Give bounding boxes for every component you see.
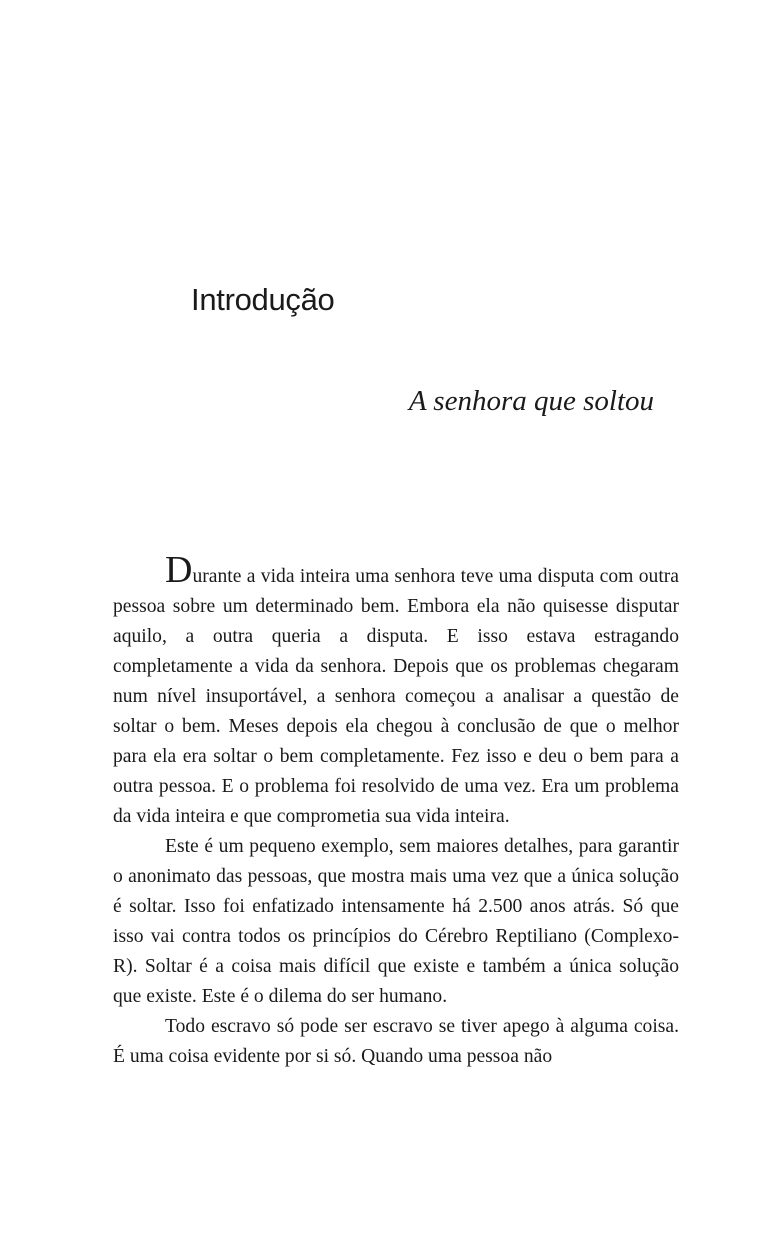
paragraph-1 [113,549,679,832]
drop-cap: D [165,549,193,591]
paragraph-3: Todo escravo só pode ser escravo se tiver apego à alguma coisa. É uma coisa evidente por si só. Quando uma pessoa não [113,1016,679,1067]
paragraph-2: Este é um pequeno exemplo, sem maiores detalhes, para garantir o anonimato das pessoas, que mostra mais uma vez que a única solução é soltar. Isso foi enfatizado intensamente há 2.500 anos atrás. Só que isso vai contra todos os princípios do Cérebro Reptiliano (Complexo-R). Soltar é a coisa mais difícil que existe e também a única solução que existe. Este é o dilema do ser humano. [113,836,679,1007]
paragraph-1-text: urante a vida inteira uma senhora teve uma disputa com outra pessoa sobre um determinado bem. Embora ela não quisesse disputar aquilo, a outra queria a disputa. E isso estava estragando completamente a vida da senhora. Depois que os problemas chegaram num nível insuportável, a senhora começou a analisar a questão de soltar o bem. Meses depois ela chegou à conclusão de que o melhor para ela era soltar o bem completamente. Fez isso e deu o bem para a outra pessoa. E o problema foi resolvido de uma vez. Era um problema da vida inteira e que comprometia sua vida inteira. [113,566,679,827]
chapter-subtitle: A senhora que soltou [408,385,654,417]
chapter-title: Introdução [191,282,335,317]
body-text [113,549,679,1072]
